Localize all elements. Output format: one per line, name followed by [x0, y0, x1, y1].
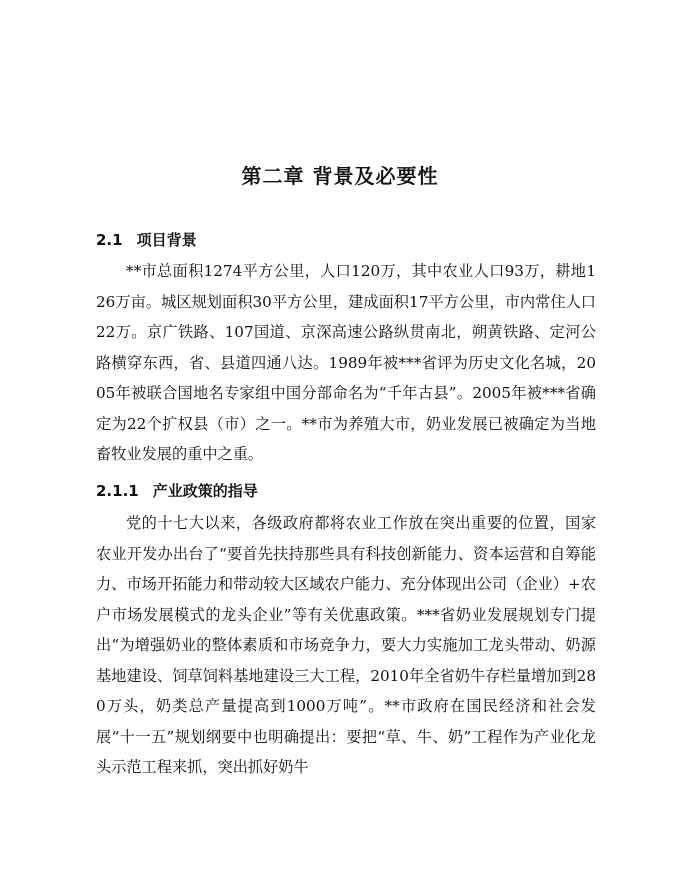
- section-2-1-paragraph: **市总面积1274平方公里，人口120万，其中农业人口93万，耕地126万亩。城区规划面积30平方公里，建成面积17平方公里，市内常住人口22万。京广铁路、107国道、京深高速公路纵贯南北，朔黄铁路、定河公路横穿东西，省、县道四通八达。1989年被***省评为历史文化名城，2005年被联合国地名专家组中国分部命名为“千年古县”。2005年被***省确定为22个扩权县（市）之一。**市为养殖大市，奶业发展已被确定为当地畜牧业发展的重中之重。: [96, 262, 596, 463]
- section-title: 产业政策的指导: [152, 482, 258, 500]
- section-number: 2.1.1: [96, 482, 139, 500]
- section-number: 2.1: [96, 231, 123, 249]
- section-heading-2-1-1: [96, 480, 258, 501]
- section-heading-2-1: [96, 229, 197, 250]
- section-title: 项目背景: [136, 231, 197, 249]
- section-2-1-1-paragraph: 党的十七大以来，各级政府都将农业工作放在突出重要的位置，国家农业开发办出台了“要首先扶持那些具有科技创新能力、资本运营和自筹能力、市场开拓能力和带动较大区域农户能力、充分体现出公司（企业）+农户市场发展模式的龙头企业”等有关优惠政策。***省奶业发展规划专门提出“为增强奶业的整体素质和市场竞争力，要大力实施加工龙头带动、奶源基地建设、饲草饲料基地建设三大工程，2010年全省奶牛存栏量增加到280万头，奶类总产量提高到1000万吨”。**市政府在国民经济和社会发展“十一五”规划纲要中也明确提出：要把“草、牛、奶”工程作为产业化龙头示范工程来抓，突出抓好奶牛: [96, 514, 596, 776]
- chapter-title: 第二章 背景及必要性: [241, 164, 439, 188]
